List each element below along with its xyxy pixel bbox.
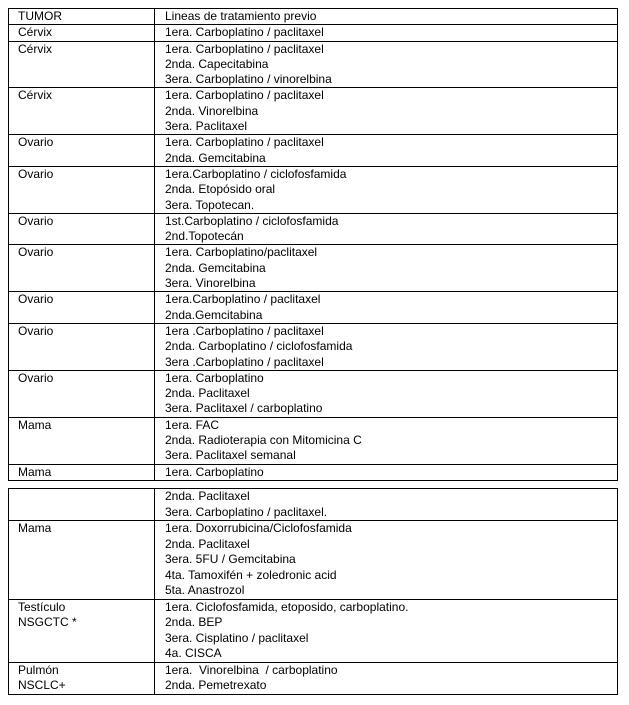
tumor-cell <box>9 166 155 213</box>
table-row <box>9 88 618 135</box>
table-row <box>9 245 618 292</box>
table-row <box>9 489 618 521</box>
tumor-label: Ovario <box>18 292 54 307</box>
table-header-row <box>9 9 618 25</box>
table-row <box>9 41 618 88</box>
treatment-lines-cell <box>155 489 618 521</box>
table-row <box>9 292 618 324</box>
tumor-label: NSGCTC * <box>18 615 77 629</box>
tumor-label: Pulmón <box>18 662 59 677</box>
table-row <box>9 417 618 464</box>
tumor-cell <box>9 213 155 245</box>
treatment-line: 2nda. Capecitabina <box>165 56 269 71</box>
tumor-label: Mama <box>18 464 52 479</box>
tumor-cell <box>9 25 155 41</box>
table-row <box>9 166 618 213</box>
treatment-line: 3era. 5FU / Gemcitabina <box>165 552 296 566</box>
treatment-line: 1st.Carboplatino / ciclofosfamida <box>165 213 339 228</box>
tumor-label: Ovario <box>18 166 54 181</box>
treatment-lines-cell <box>155 213 618 245</box>
treatment-line: 1era. Vinorelbina / carboplatino <box>165 662 338 677</box>
tumor-cell <box>9 323 155 370</box>
treatment-lines-cell <box>155 25 618 41</box>
header-lines: Lineas de tratamiento previo <box>155 9 618 25</box>
treatment-lines-cell <box>155 41 618 88</box>
tumor-cell <box>9 41 155 88</box>
treatment-lines-cell <box>155 464 618 480</box>
treatment-line: 4ta. Tamoxifén + zoledronic acid <box>165 567 337 582</box>
treatment-line: 3era. Vinorelbina <box>165 276 256 291</box>
tumor-label: Testículo <box>18 599 66 614</box>
treatment-lines-cell <box>155 599 618 662</box>
treatment-line: 1era. Carboplatino / paclitaxel <box>165 25 324 40</box>
tumor-label: Mama <box>18 417 52 432</box>
treatment-line: 3era. Paclitaxel / carboplatino <box>165 401 323 416</box>
treatment-line: 1era. Carboplatino / paclitaxel <box>165 41 324 56</box>
treatment-line: 1era.Carboplatino / ciclofosfamida <box>165 166 347 181</box>
treatment-line: 1era. Carboplatino/paclitaxel <box>165 245 318 260</box>
tumor-cell <box>9 662 155 694</box>
treatment-line: 3era. Topotecan. <box>165 197 255 212</box>
treatment-line: 3era. Paclitaxel semanal <box>165 448 296 463</box>
table-row <box>9 521 618 600</box>
tumor-label: Ovario <box>18 323 54 338</box>
treatment-line: 2nda. BEP <box>165 615 223 629</box>
treatment-lines-cell <box>155 166 618 213</box>
treatment-line: 3era. Carboplatino / vinorelbina <box>165 72 332 87</box>
treatment-line: 2nda. Carboplatino / ciclofosfamida <box>165 339 353 354</box>
table-row <box>9 25 618 41</box>
treatment-lines-cell <box>155 662 618 694</box>
treatment-lines-cell <box>155 292 618 324</box>
treatment-line: 2nda. Pemetrexato <box>165 678 267 692</box>
treatment-line: 2nda. Radioterapia con Mitomicina C <box>165 433 362 448</box>
treatment-table-part2 <box>8 488 618 695</box>
tumor-label: NSCLC+ <box>18 678 66 692</box>
tumor-cell <box>9 464 155 480</box>
table-row <box>9 213 618 245</box>
table-row <box>9 464 618 480</box>
tumor-cell <box>9 521 155 600</box>
tumor-cell <box>9 292 155 324</box>
treatment-line: 2nda. Etopósido oral <box>165 182 276 197</box>
treatment-lines-cell <box>155 135 618 167</box>
treatment-lines-cell <box>155 370 618 417</box>
tumor-label: Cérvix <box>18 25 53 40</box>
treatment-line: 2nda. Vinorelbina <box>165 103 259 118</box>
treatment-line: 1era.Carboplatino / paclitaxel <box>165 292 321 307</box>
table-row <box>9 323 618 370</box>
table-row <box>9 662 618 694</box>
treatment-line: 2nda. Gemcitabina <box>165 150 266 165</box>
treatment-lines-cell <box>155 521 618 600</box>
tumor-cell <box>9 135 155 167</box>
treatment-line: 1era. Carboplatino <box>165 370 264 385</box>
treatment-table-part1 <box>8 8 618 481</box>
tumor-label: Ovario <box>18 213 54 228</box>
treatment-lines-cell <box>155 245 618 292</box>
treatment-line: 4a. CISCA <box>165 646 222 660</box>
treatment-line: 1era .Carboplatino / paclitaxel <box>165 323 324 338</box>
tumor-cell <box>9 599 155 662</box>
tumor-label: Cérvix <box>18 88 53 103</box>
table1-body <box>9 9 618 481</box>
tumor-cell <box>9 88 155 135</box>
tumor-label: Ovario <box>18 245 54 260</box>
treatment-lines-cell <box>155 323 618 370</box>
treatment-line: 1era. Carboplatino <box>165 464 264 479</box>
treatment-line: 2nda. Paclitaxel <box>165 536 250 551</box>
treatment-line: 3era. Carboplatino / paclitaxel. <box>165 504 328 519</box>
tumor-cell <box>9 370 155 417</box>
treatment-line: 1era. Carboplatino / paclitaxel <box>165 88 324 103</box>
table2-body <box>9 489 618 695</box>
tumor-label: Cérvix <box>18 41 53 56</box>
treatment-line: 1era. Doxorrubicina/Ciclofosfamida <box>165 521 352 535</box>
treatment-line: 1era. Ciclofosfamida, etoposido, carboplatino. <box>165 599 409 614</box>
table-row <box>9 370 618 417</box>
treatment-line: 3era. Cisplatino / paclitaxel <box>165 630 309 645</box>
treatment-line: 1era. FAC <box>165 417 220 432</box>
tumor-cell <box>9 245 155 292</box>
treatment-line: 2nda. Paclitaxel <box>165 489 250 503</box>
treatment-line: 1era. Carboplatino / paclitaxel <box>165 135 324 150</box>
tumor-cell <box>9 417 155 464</box>
table-row <box>9 135 618 167</box>
tumor-label: Ovario <box>18 135 54 150</box>
header-tumor: TUMOR <box>9 9 155 25</box>
tumor-label: Ovario <box>18 370 54 385</box>
treatment-lines-cell <box>155 88 618 135</box>
treatment-line: 5ta. Anastrozol <box>165 583 245 597</box>
treatment-lines-cell <box>155 417 618 464</box>
treatment-line: 3era .Carboplatino / paclitaxel <box>165 354 324 369</box>
treatment-line: 3era. Paclitaxel <box>165 119 248 134</box>
treatment-line: 2nda. Paclitaxel <box>165 386 250 401</box>
table-row <box>9 599 618 662</box>
tumor-cell <box>9 489 155 521</box>
treatment-line: 2nd.Topotecán <box>165 229 244 244</box>
treatment-line: 2nda. Gemcitabina <box>165 260 266 275</box>
tumor-label: Mama <box>18 521 52 535</box>
treatment-line: 2nda.Gemcitabina <box>165 307 263 322</box>
